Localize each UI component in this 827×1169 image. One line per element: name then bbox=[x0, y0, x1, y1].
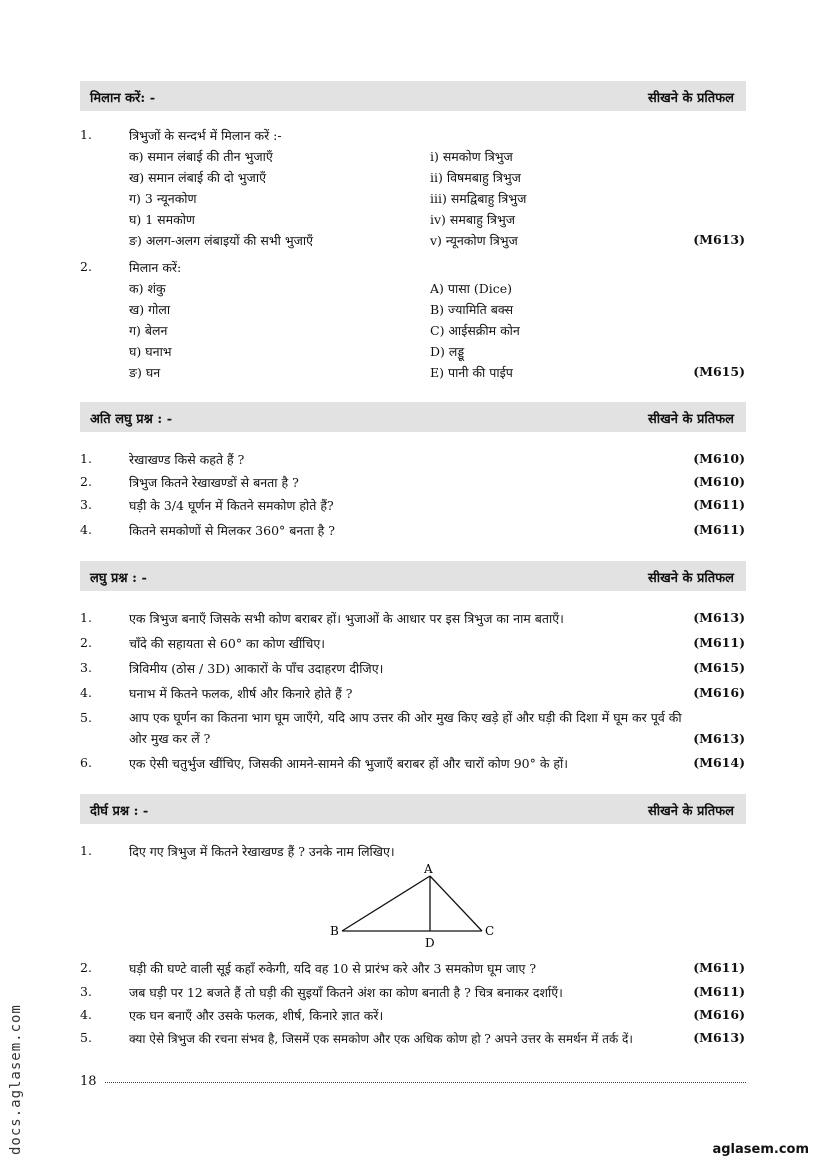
question-number: 5. bbox=[80, 1030, 92, 1045]
match-right-item: D) लड्डू bbox=[430, 344, 465, 359]
outcome-code: (M610) bbox=[693, 451, 745, 466]
section-header-very-short bbox=[80, 402, 746, 432]
question-number: 3. bbox=[80, 984, 92, 999]
segment-ab bbox=[342, 876, 430, 931]
section-title: अति लघु प्रश्न : - bbox=[90, 412, 173, 427]
question-text: घनाभ में कितने फलक, शीर्ष और किनारे होते हैं ? bbox=[129, 686, 353, 701]
outcome-header: सीखने के प्रतिफल bbox=[647, 412, 734, 427]
match-right-item: iii) समद्विबाहु त्रिभुज bbox=[430, 191, 527, 206]
question-text: त्रिभुजों के सन्दर्भ में मिलान करें :- bbox=[129, 128, 282, 143]
question-number: 2. bbox=[80, 474, 92, 489]
triangle-figure bbox=[320, 860, 510, 952]
section-title: लघु प्रश्न : - bbox=[90, 571, 147, 586]
match-right-item: iv) समबाहु त्रिभुज bbox=[430, 212, 516, 227]
question-number: 1. bbox=[80, 127, 92, 142]
section-title: दीर्घ प्रश्न : - bbox=[90, 804, 149, 819]
question-number: 1. bbox=[80, 451, 92, 466]
question-number: 3. bbox=[80, 497, 92, 512]
watermark: docs.aglasem.com bbox=[8, 1004, 24, 1155]
question-text: मिलान करें: bbox=[129, 260, 182, 275]
question-number: 6. bbox=[80, 755, 92, 770]
question-number: 4. bbox=[80, 1007, 92, 1022]
question-text: जब घड़ी पर 12 बजते हैं तो घड़ी की सुइयाँ कितने अंश का कोण बनाती है ? चित्र बनाकर दर्शाएँ। bbox=[129, 985, 563, 1000]
match-left-item: ख) गोला bbox=[129, 302, 171, 317]
question-number: 2. bbox=[80, 635, 92, 650]
outcome-code: (M611) bbox=[693, 522, 745, 537]
outcome-header: सीखने के प्रतिफल bbox=[647, 91, 734, 106]
question-text: त्रिविमीय (ठोस / 3D) आकारों के पाँच उदाहरण दीजिए। bbox=[129, 661, 384, 676]
outcome-header: सीखने के प्रतिफल bbox=[647, 571, 734, 586]
question-text: एक त्रिभुज बनाएँ जिसके सभी कोण बराबर हों। भुजाओं के आधार पर इस त्रिभुज का नाम बताएँ। bbox=[129, 611, 564, 626]
match-left-item: घ) घनाभ bbox=[129, 344, 172, 359]
match-right-item: A) पासा (Dice) bbox=[430, 281, 513, 296]
section-title: मिलान करें: - bbox=[90, 91, 156, 106]
vertex-label-c: C bbox=[485, 924, 495, 938]
question-text: त्रिभुज कितने रेखाखण्डों से बनता है ? bbox=[129, 475, 299, 490]
question-text: एक घन बनाएँ और उसके फलक, शीर्ष, किनारे ज्ञात करें। bbox=[129, 1008, 384, 1023]
match-left-item: ग) 3 न्यूनकोण bbox=[129, 191, 197, 206]
match-left-item: ग) बेलन bbox=[129, 323, 168, 338]
outcome-code: (M611) bbox=[693, 984, 745, 999]
outcome-code: (M611) bbox=[693, 497, 745, 512]
question-number: 1. bbox=[80, 610, 92, 625]
match-right-item: B) ज्यामिति बक्स bbox=[430, 302, 514, 317]
outcome-code: (M611) bbox=[693, 635, 745, 650]
outcome-code: (M613) bbox=[693, 731, 745, 746]
outcome-code: (M616) bbox=[693, 685, 745, 700]
vertex-label-a: A bbox=[424, 862, 433, 876]
question-text: दिए गए त्रिभुज में कितने रेखाखण्ड हैं ? उनके नाम लिखिए। bbox=[129, 844, 395, 859]
footer-dotted-rule bbox=[105, 1082, 746, 1083]
vertex-label-d: D bbox=[425, 936, 435, 950]
question-number: 5. bbox=[80, 710, 92, 725]
outcome-code: (M616) bbox=[693, 1007, 745, 1022]
match-left-item: ख) समान लंबाई की दो भुजाएँ bbox=[129, 170, 266, 185]
question-number: 2. bbox=[80, 259, 92, 274]
outcome-code: (M615) bbox=[693, 364, 745, 379]
site-link[interactable]: aglasem.com bbox=[712, 1142, 809, 1157]
vertex-label-b: B bbox=[330, 924, 339, 938]
match-left-item: ङ) घन bbox=[129, 365, 161, 380]
question-text: क्या ऐसे त्रिभुज की रचना संभव है, जिसमें एक समकोण और एक अधिक कोण हो ? अपने उत्तर के समर्थन में तर्क दें। bbox=[129, 1032, 633, 1046]
outcome-code: (M613) bbox=[693, 1030, 745, 1045]
question-number: 1. bbox=[80, 843, 92, 858]
match-right-item: ii) विषमबाहु त्रिभुज bbox=[430, 170, 521, 185]
question-number: 4. bbox=[80, 685, 92, 700]
match-right-item: i) समकोण त्रिभुज bbox=[430, 149, 513, 164]
question-text: चाँदे की सहायता से 60° का कोण खींचिए। bbox=[129, 636, 326, 651]
outcome-code: (M613) bbox=[693, 610, 745, 625]
section-header-match bbox=[80, 81, 746, 111]
outcome-header: सीखने के प्रतिफल bbox=[647, 804, 734, 819]
match-right-item: v) न्यूनकोण त्रिभुज bbox=[430, 233, 518, 248]
outcome-code: (M615) bbox=[693, 660, 745, 675]
question-text: घड़ी के 3/4 घूर्णन में कितने समकोण होते हैं? bbox=[129, 498, 334, 513]
question-number: 4. bbox=[80, 522, 92, 537]
segment-ac bbox=[430, 876, 482, 931]
question-number: 3. bbox=[80, 660, 92, 675]
match-right-item: C) आईसक्रीम कोन bbox=[430, 323, 520, 338]
match-left-item: क) शंकु bbox=[129, 281, 166, 296]
match-left-item: घ) 1 समकोण bbox=[129, 212, 195, 227]
match-right-item: E) पानी की पाईप bbox=[430, 365, 513, 380]
match-left-item: क) समान लंबाई की तीन भुजाएँ bbox=[129, 149, 273, 164]
outcome-code: (M611) bbox=[693, 960, 745, 975]
question-text: आप एक घूर्णन का कितना भाग घूम जाएँगे, यदि आप उत्तर की ओर मुख किए खड़े हों और घड़ी की दिशा में घूम कर पूर्व की ओर मुख कर लें ? bbox=[129, 710, 682, 746]
outcome-code: (M614) bbox=[693, 755, 745, 770]
question-text: कितने समकोणों से मिलकर 360° बनता है ? bbox=[129, 523, 335, 538]
match-left-item: ङ) अलग-अलग लंबाइयों की सभी भुजाएँ bbox=[129, 233, 314, 248]
question-text: एक ऐसी चतुर्भुज खींचिए, जिसकी आमने-सामने की भुजाएँ बराबर हों और चारों कोण 90° के हों। bbox=[129, 756, 569, 771]
section-header-short bbox=[80, 561, 746, 591]
section-header-long bbox=[80, 794, 746, 824]
question-number: 2. bbox=[80, 960, 92, 975]
outcome-code: (M610) bbox=[693, 474, 745, 489]
page-number: 18 bbox=[80, 1074, 97, 1089]
question-text: घड़ी की घण्टे वाली सूई कहाँ रुकेगी, यदि वह 10 से प्रारंभ करे और 3 समकोण घूम जाए ? bbox=[129, 961, 537, 976]
outcome-code: (M613) bbox=[693, 232, 745, 247]
question-text: रेखाखण्ड किसे कहते हैं ? bbox=[129, 452, 245, 467]
